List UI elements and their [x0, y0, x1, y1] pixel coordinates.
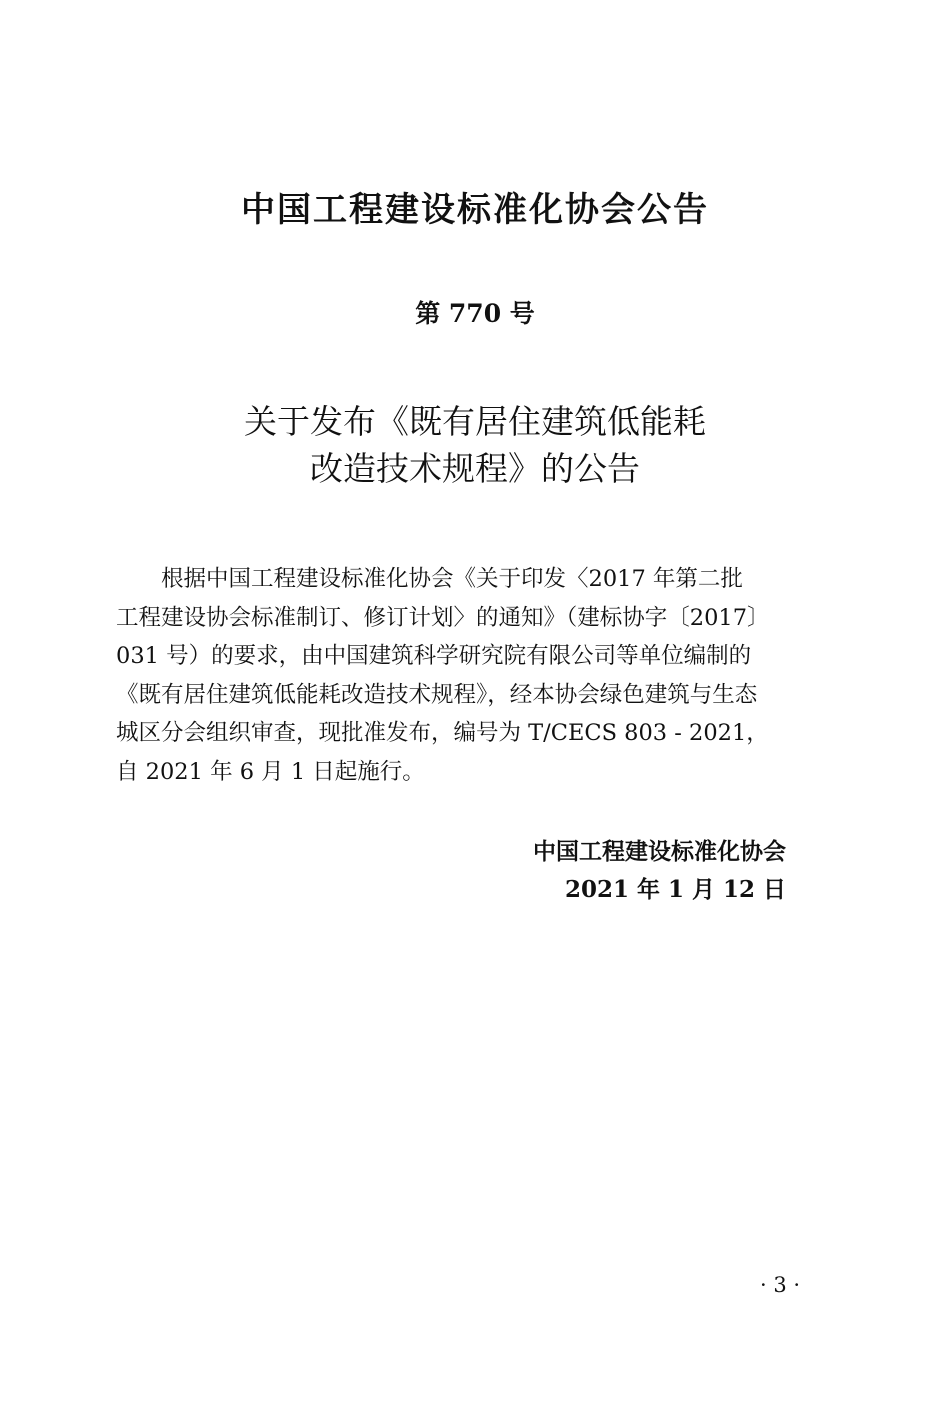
notice-body — [116, 560, 842, 791]
body-line: 工程建设协会标准制订、修订计划〉的通知》（建标协字〔2017〕 — [116, 604, 770, 631]
body-line: 《既有居住建筑低能耗改造技术规程》，经本协会绿色建筑与生态 — [116, 681, 758, 708]
notice-subject — [0, 398, 950, 492]
subject-line: 关于发布《既有居住建筑低能耗 — [244, 402, 706, 441]
body-line: 城区分会组织审查，现批准发布，编号为 T/CECS 803 - 2021， — [116, 720, 769, 746]
signature-date: 2021 年 1 月 12 日 — [564, 876, 786, 903]
signature-organization: 中国工程建设标准化协会 — [533, 839, 786, 865]
body-line: 自 2021 年 6 月 1 日起施行。 — [116, 758, 425, 785]
body-line: 根据中国工程建设标准化协会《关于印发〈2017 年第二批 — [116, 566, 743, 592]
organization-title: 中国工程建设标准化协会公告 — [241, 190, 709, 230]
notice-number: 第 770 号 — [415, 299, 535, 328]
subject-line: 改造技术规程》的公告 — [310, 449, 640, 488]
body-line: 031 号）的要求，由中国建筑科学研究院有限公司等单位编制的 — [116, 643, 752, 669]
page-number: · 3 · — [760, 1273, 801, 1297]
